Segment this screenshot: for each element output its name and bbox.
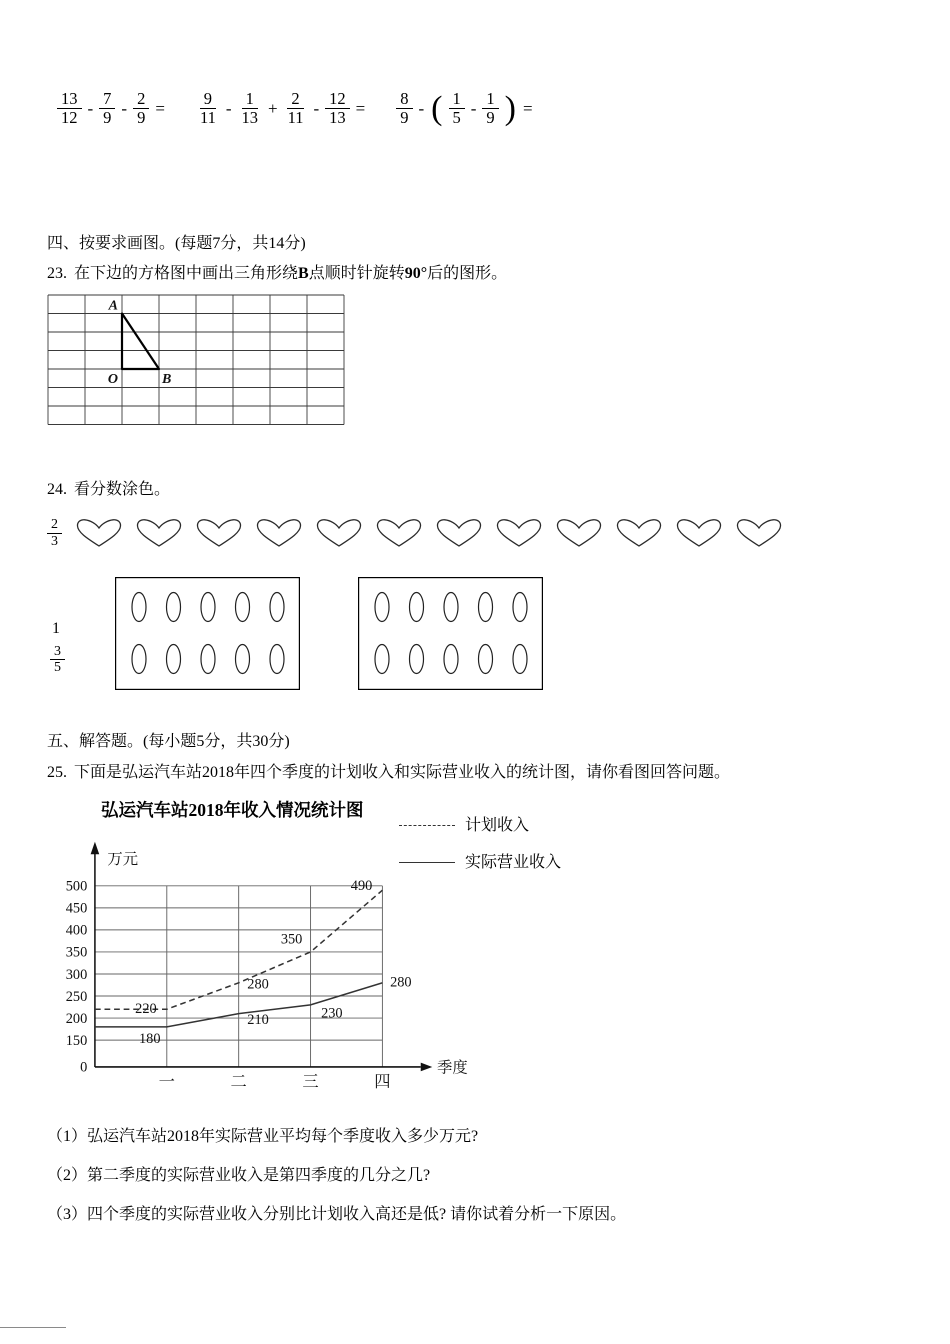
equals-sign: = — [355, 98, 366, 118]
text-fragment: 下面是弘运汽车站2018年四个季度的计划收入和实际营业收入的统计图，请你看图回答问题。 — [74, 763, 731, 781]
operator: - — [225, 98, 232, 118]
question-23-number: 23. — [47, 265, 67, 283]
sub-question-1: （1）弘运汽车站2018年实际营业平均每个季度收入多少万元? — [47, 1128, 479, 1146]
equals-sign: = — [523, 98, 533, 118]
question-25-number: 25. — [47, 763, 67, 781]
heart-icon — [675, 518, 723, 549]
svg-text:季度: 季度 — [437, 1059, 468, 1077]
solid-line-sample-icon — [399, 862, 455, 863]
operator: - — [121, 98, 128, 118]
dashed-line-sample-icon — [399, 825, 455, 826]
heart-icon — [555, 518, 603, 549]
question-24-text — [47, 478, 903, 501]
legend-label-actual: 实际营业收入 — [465, 853, 562, 871]
grid-figure — [47, 294, 345, 442]
operator: - — [87, 98, 94, 118]
chart-title: 弘运汽车站2018年收入情况统计图 — [101, 799, 364, 820]
svg-text:二: 二 — [230, 1072, 247, 1092]
svg-text:490: 490 — [350, 878, 373, 895]
svg-text:万元: 万元 — [107, 850, 139, 868]
text-fragment: 后的图形。 — [427, 265, 508, 283]
sub-question-2: （2）第二季度的实际营业收入是第四季度的几分之几? — [47, 1167, 431, 1185]
svg-text:B: B — [162, 372, 172, 388]
sub-questions — [47, 1125, 903, 1227]
legend-item-planned — [399, 814, 561, 837]
heart-icon — [315, 518, 363, 549]
heart-icon — [75, 518, 123, 549]
svg-text:400: 400 — [65, 922, 88, 939]
legend-item-actual — [399, 851, 561, 874]
question-25-text — [47, 761, 903, 784]
svg-text:O: O — [107, 372, 118, 388]
svg-text:280: 280 — [247, 976, 269, 993]
heart-icon — [615, 518, 663, 549]
svg-text:150: 150 — [65, 1032, 88, 1049]
svg-text:一: 一 — [158, 1072, 175, 1092]
mixed-number-fraction — [50, 644, 65, 676]
equals-sign: = — [155, 98, 165, 118]
fraction: $\frac{12}{13}$ — [325, 90, 350, 128]
calc-expression-2 — [196, 90, 366, 128]
calc-expression-3 — [396, 90, 533, 128]
fraction: $\frac{2}{9}$ — [133, 90, 149, 128]
mixed-number-whole: 1 — [52, 620, 60, 638]
rotation-degrees: 90° — [404, 265, 428, 283]
calc-expression-1 — [57, 90, 166, 128]
fraction: $\frac{2}{11}$ — [287, 89, 304, 128]
svg-text:180: 180 — [139, 1031, 161, 1048]
svg-text:300: 300 — [65, 966, 88, 983]
svg-text:350: 350 — [280, 931, 303, 948]
numerator: 3 — [50, 644, 65, 661]
oval-boxes — [115, 577, 543, 690]
oval-box — [358, 577, 543, 690]
svg-text:三: 三 — [302, 1072, 319, 1092]
svg-text:200: 200 — [65, 1010, 88, 1027]
heart-icon — [735, 518, 783, 549]
denominator: 5 — [54, 660, 61, 676]
fraction: $\frac{1}{13}$ — [241, 89, 258, 128]
section-four-heading: 四、按要求画图。(每题7分，共14分) — [47, 234, 306, 252]
chart-legend — [399, 814, 561, 874]
svg-text:350: 350 — [65, 944, 88, 961]
legend-label-planned: 计划收入 — [465, 816, 530, 834]
point-b-label: B — [298, 265, 309, 283]
svg-text:280: 280 — [390, 974, 412, 991]
heart-icon — [195, 518, 243, 549]
heart-icon — [255, 518, 303, 549]
left-paren: ( — [431, 89, 443, 127]
fraction: $\frac{7}{9}$ — [99, 90, 115, 128]
hearts-exercise — [47, 517, 903, 549]
fraction: $\frac{9}{11}$ — [199, 89, 216, 128]
hearts-fraction — [47, 517, 62, 549]
hearts-container — [75, 518, 783, 549]
fraction: $\frac{1}{5}$ — [449, 90, 465, 128]
numerator: 13 — [57, 90, 82, 109]
svg-text:230: 230 — [321, 1005, 343, 1022]
svg-text:0: 0 — [80, 1059, 88, 1076]
section-five-heading: 五、解答题。(每小题5分，共30分) — [47, 733, 290, 751]
heart-icon — [375, 518, 423, 549]
numerator: 2 — [47, 517, 62, 534]
svg-text:250: 250 — [65, 988, 88, 1005]
denominator: 3 — [51, 533, 58, 549]
heart-icon — [435, 518, 483, 549]
svg-text:A: A — [108, 298, 118, 314]
footer-rule — [0, 1327, 66, 1328]
heart-icon — [135, 518, 183, 549]
svg-text:500: 500 — [65, 878, 88, 895]
fraction — [57, 90, 82, 128]
operator: - — [470, 98, 477, 118]
fraction: $\frac{8}{9}$ — [396, 90, 412, 128]
text-fragment: 在下边的方格图中画出三角形绕 — [74, 265, 299, 283]
svg-text:220: 220 — [135, 1001, 157, 1018]
oval-box — [115, 577, 300, 690]
question-24-number: 24. — [47, 480, 67, 498]
text-fragment: 点顺时针旋转 — [308, 265, 405, 283]
ovals-exercise — [47, 577, 903, 690]
heart-icon — [495, 518, 543, 549]
text-fragment: 看分数涂色。 — [74, 480, 171, 498]
svg-text:四: 四 — [374, 1072, 391, 1092]
denominator: 12 — [61, 108, 78, 128]
fraction: $\frac{1}{9}$ — [482, 90, 498, 128]
right-paren: ) — [504, 89, 516, 127]
operator: + — [268, 98, 278, 118]
operator: - — [418, 98, 425, 118]
question-23-text — [47, 262, 903, 285]
svg-text:450: 450 — [65, 900, 88, 917]
sub-question-3: （3）四个季度的实际营业收入分别比计划收入高还是低? 请你试着分析一下原因。 — [47, 1206, 627, 1224]
svg-text:210: 210 — [247, 1012, 269, 1029]
chart-block — [47, 798, 903, 1099]
mixed-number — [47, 617, 115, 676]
calc-problems-row — [57, 0, 903, 128]
operator: - — [313, 98, 320, 118]
